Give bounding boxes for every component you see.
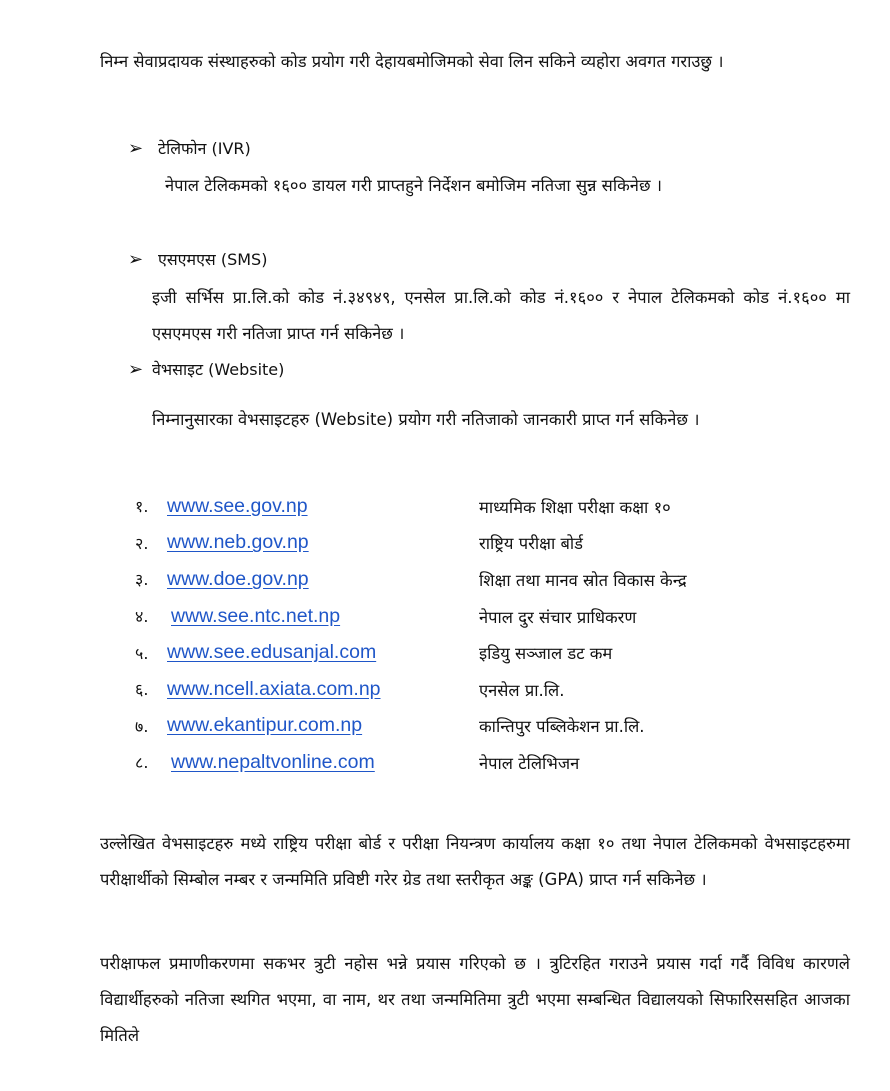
website-description: एनसेल प्रा.लि. [479, 680, 565, 700]
bullet-website [128, 358, 284, 382]
list-item [135, 598, 835, 635]
item-number: १. [135, 497, 149, 517]
bullet-title: टेलिफोन (IVR) [158, 139, 251, 158]
website-description: राष्ट्रिय परीक्षा बोर्ड [479, 534, 584, 554]
item-number: २. [135, 533, 149, 553]
arrow-bullet-icon: ➢ [128, 138, 144, 159]
item-number: ८. [135, 753, 149, 773]
list-item [135, 561, 835, 598]
list-item [135, 488, 835, 525]
item-number: ३. [135, 570, 149, 590]
mentioned-websites-paragraph: उल्लेखित वेभसाइटहरु मध्ये राष्ट्रिय परीक्षा बोर्ड र परीक्षा नियन्त्रण कार्यालय कक्षा १० तथा नेपाल टेलिकमको वेभसाइटहरुमा परीक्षार्थीको सिम्बोल नम्बर र जन्ममिति प्रविष्टी गरेर ग्रेड तथा स्तरीकृत अङ्क (GPA) प्राप्त गर्न सकिनेछ । [100, 834, 850, 889]
intro-paragraph: निम्न सेवाप्रदायक संस्थाहरुको कोड प्रयोग गरी देहायबमोजिमको सेवा लिन सकिने व्यहोरा अवगत गराउछु । [100, 52, 724, 71]
website-link[interactable]: www.see.edusanjal.com [167, 641, 377, 664]
website-link[interactable]: www.ncell.axiata.com.np [167, 677, 381, 700]
item-number: ४. [135, 607, 149, 627]
website-list [135, 488, 835, 781]
website-description: नेपाल टेलिभिजन [479, 753, 580, 773]
website-description: माध्यमिक शिक्षा परीक्षा कक्षा १० [479, 497, 671, 517]
list-item [135, 708, 835, 745]
bullet-telephone [128, 137, 251, 161]
website-link[interactable]: www.see.ntc.net.np [171, 604, 341, 627]
website-text: निम्नानुसारका वेभसाइटहरु (Website) प्रयोग गरी नतिजाको जानकारी प्राप्त गर्न सकिनेछ । [152, 410, 700, 429]
list-item [135, 671, 835, 708]
result-errors-paragraph: परीक्षाफल प्रमाणीकरणमा सकभर त्रुटी नहोस भन्ने प्रयास गरिएको छ । त्रुटिरहित गराउने प्रयास गर्दा गर्दै विविध कारणले विद्यार्थीहरुको नतिजा स्थगित भएमा, वा नाम, थर तथा जन्ममितिमा त्रुटी भएमा सम्बन्धित विद्यालयको सिफारिससहित आजका मितिले [100, 954, 850, 1045]
website-link[interactable]: www.ekantipur.com.np [167, 714, 363, 737]
telephone-text: नेपाल टेलिकमको १६०० डायल गरी प्राप्तहुने निर्देशन बमोजिम नतिजा सुन्न सकिनेछ । [165, 176, 663, 195]
website-description: इडियु सञ्जाल डट कम [479, 644, 613, 664]
website-link[interactable]: www.neb.gov.np [167, 531, 309, 554]
list-item [135, 525, 835, 562]
arrow-bullet-icon: ➢ [128, 249, 144, 270]
item-number: ६. [135, 680, 149, 700]
list-item [135, 744, 835, 781]
bullet-title: एसएमएस (SMS) [158, 250, 268, 269]
website-description: शिक्षा तथा मानव स्रोत विकास केन्द्र [479, 570, 687, 590]
arrow-bullet-icon: ➢ [128, 359, 144, 380]
website-link[interactable]: www.nepaltvonline.com [171, 750, 375, 773]
website-description: नेपाल दुर संचार प्राधिकरण [479, 607, 637, 627]
website-link[interactable]: www.see.gov.np [167, 494, 308, 517]
website-link[interactable]: www.doe.gov.np [167, 567, 309, 590]
website-description: कान्तिपुर पब्लिकेशन प्रा.लि. [479, 717, 645, 737]
list-item [135, 634, 835, 671]
sms-text: इजी सर्भिस प्रा.लि.को कोड नं.३४९४९, एनसेल प्रा.लि.को कोड नं.१६०० र नेपाल टेलिकमको कोड नं.१६०० मा एसएमएस गरी नतिजा प्राप्त गर्न सकिनेछ । [152, 288, 850, 343]
item-number: ५. [135, 643, 149, 663]
bullet-sms [128, 248, 267, 272]
bullet-title: वेभसाइट (Website) [152, 360, 285, 379]
item-number: ७. [135, 716, 149, 736]
